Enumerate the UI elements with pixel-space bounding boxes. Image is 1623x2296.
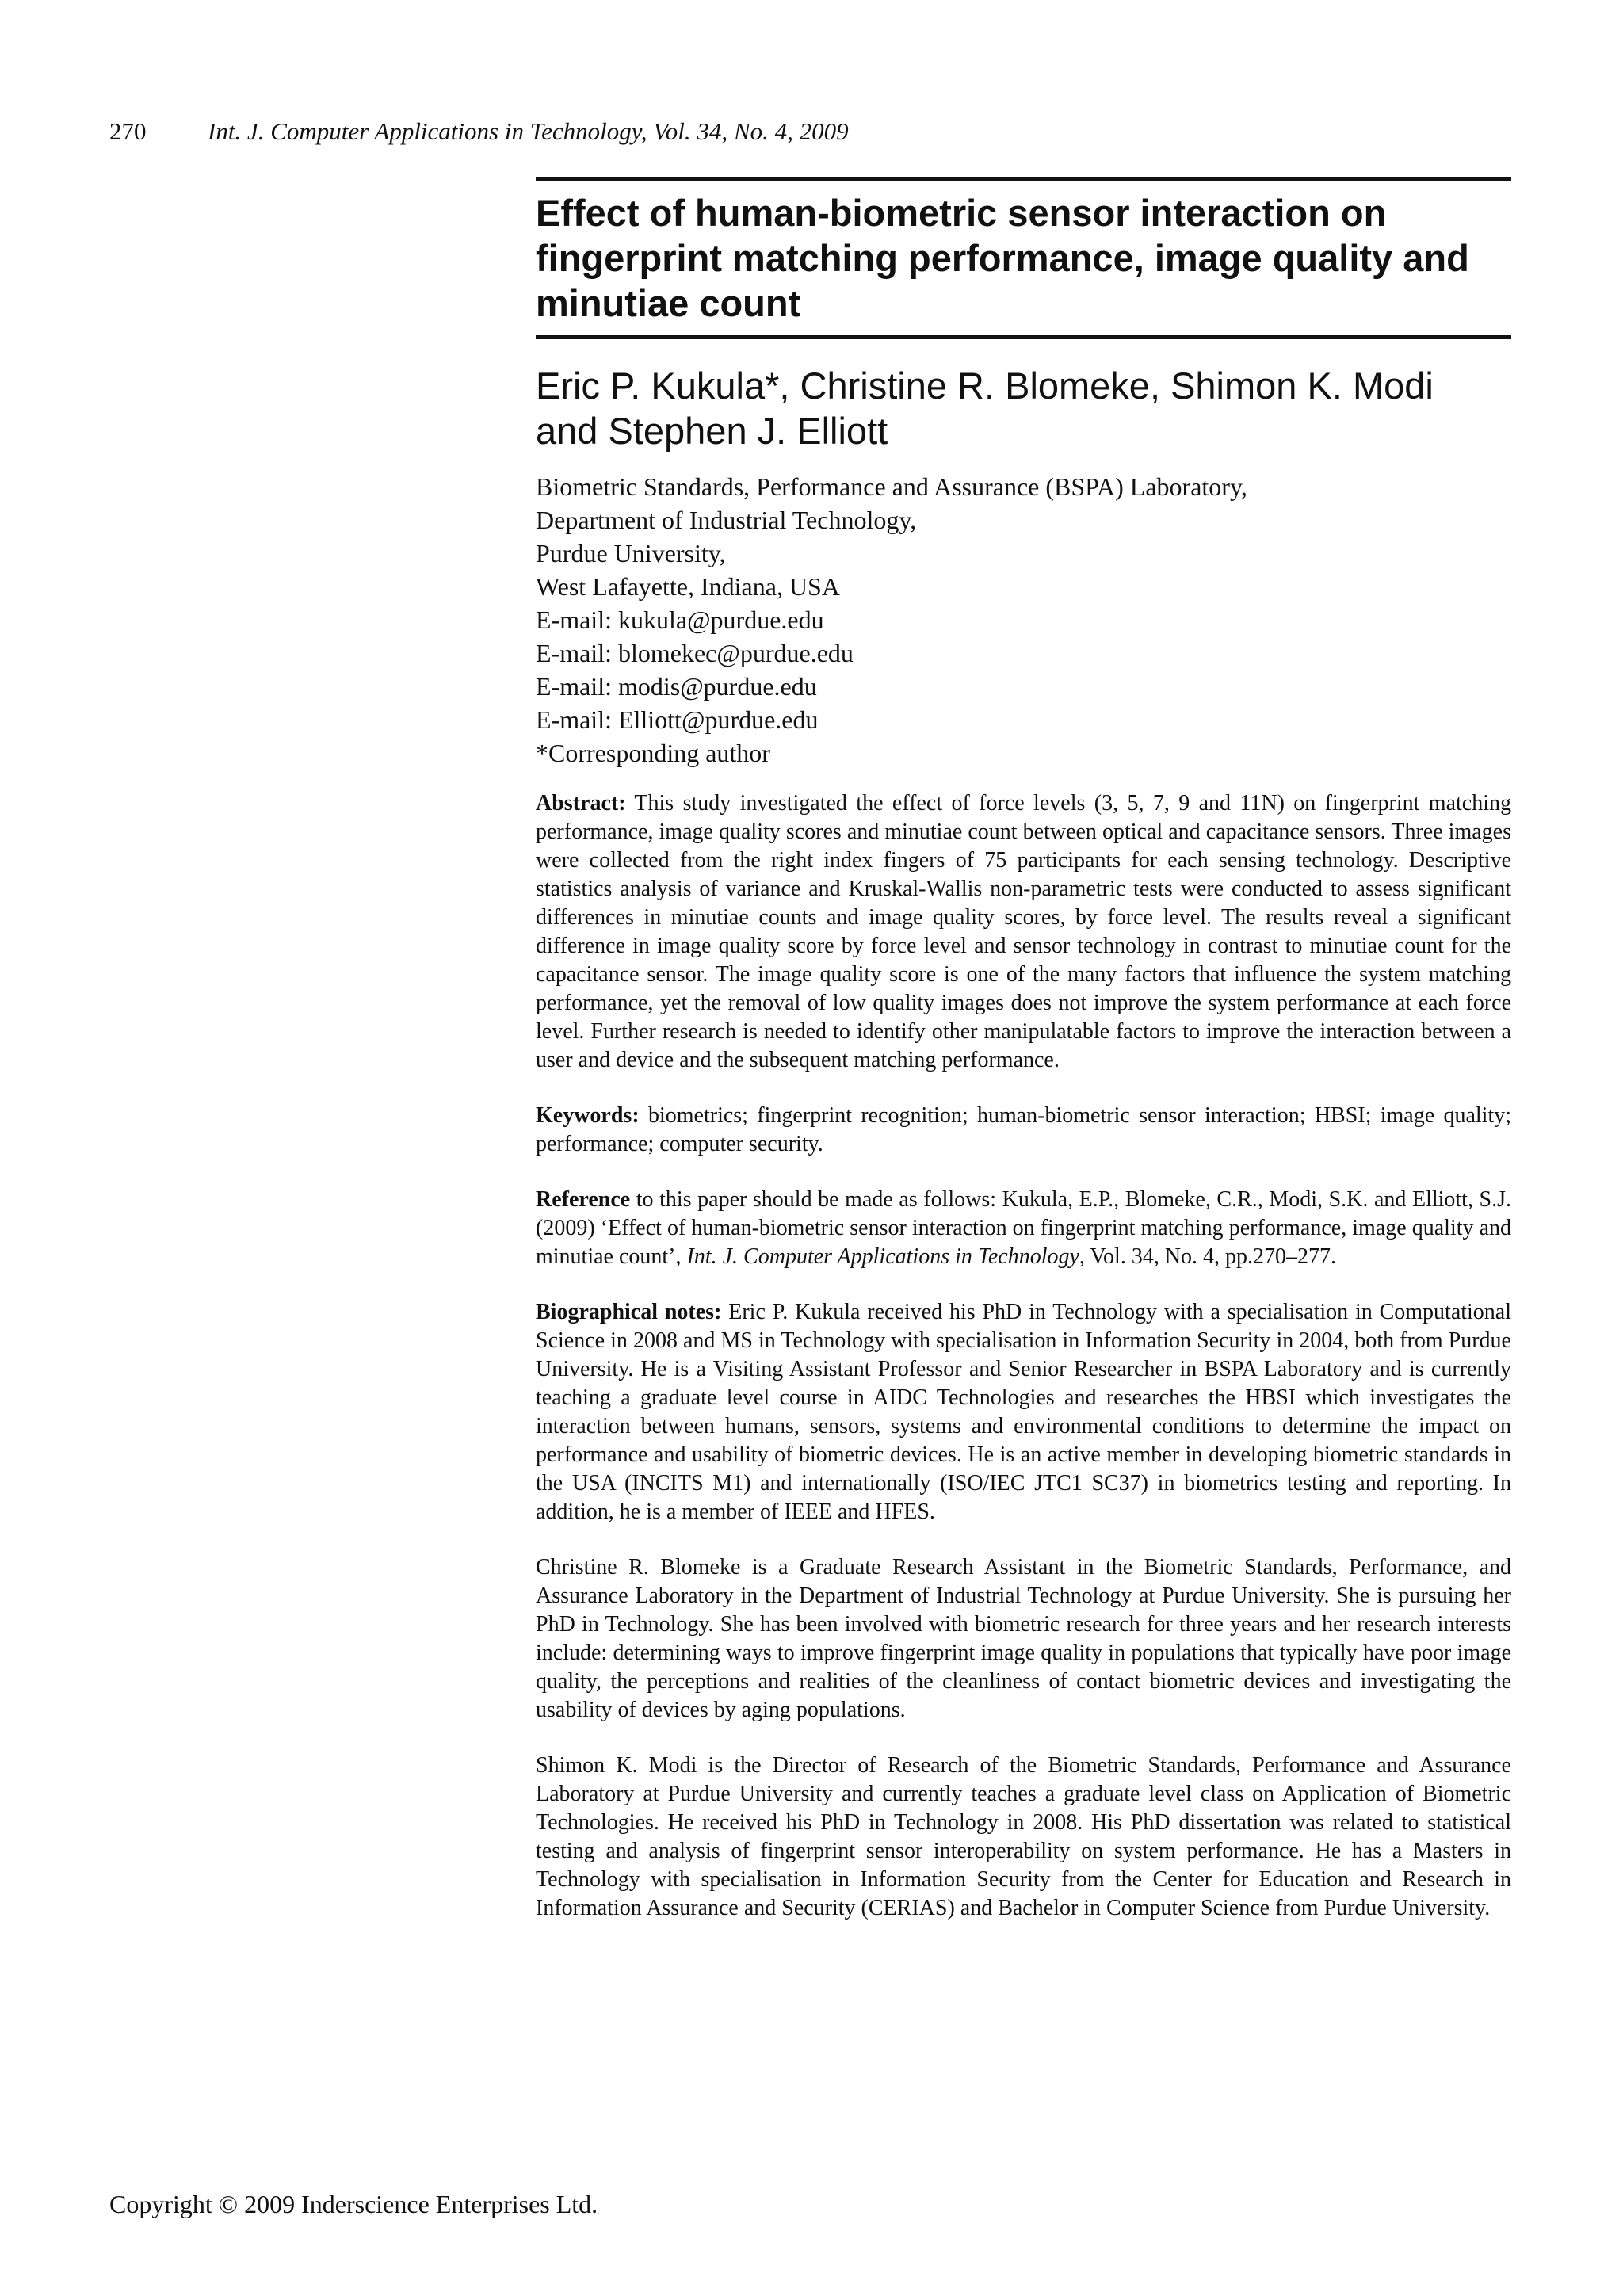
reference-journal: Int. J. Computer Applications in Technology: [686, 1244, 1079, 1269]
keywords-label: Keywords:: [536, 1103, 640, 1128]
author-email: E-mail: Elliott@purdue.edu: [536, 705, 819, 734]
bio-text: Eric P. Kukula received his PhD in Technology with a specialisation in Computational Science in 2008 and MS in Technology with specialisation in Information Security in 2004, both from Purdue University. He is a Visiting Assistant Professor and Senior Researcher in BSPA Laboratory and is currently teaching a graduate level course in AIDC Technologies and researches the HBSI which investigates the interaction between humans, sensors, systems and environmental conditions to determine the impact on performance and usability of biometric devices. He is an active member in developing biometric standards in the USA (INCITS M1) and internationally (ISO/IEC JTC1 SC37) in biometrics testing and reporting. In addition, he is a member of IEEE and HFES.: [536, 1300, 1512, 1524]
title-line: minutiae count: [536, 282, 801, 324]
reference-volume: , Vol. 34, No. 4, pp.270–277.: [1079, 1244, 1337, 1269]
bio-modi: [536, 1752, 1511, 1923]
front-matter-body: [536, 789, 1511, 1950]
bio-label: Biographical notes:: [536, 1300, 722, 1324]
page-number: 270: [109, 117, 147, 145]
running-head: [109, 116, 849, 147]
title-bottom-rule: [536, 335, 1511, 339]
keywords-text: biometrics; fingerprint recognition; human-biometric sensor interaction; HBSI; image quality; performance; computer security.: [536, 1103, 1511, 1156]
affiliation-block: [536, 470, 1511, 770]
bio-blomeke: [536, 1553, 1511, 1725]
author-line: Eric P. Kukula*, Christine R. Blomeke, Shimon K. Modi: [536, 365, 1434, 407]
author-line: and Stephen J. Elliott: [536, 410, 888, 452]
bio-text: Shimon K. Modi is the Director of Research of the Biometric Standards, Performance and Assurance Laboratory at Purdue University and currently teaches a graduate level class on Application of Biometric Technologies. He received his PhD in Technology in 2008. His PhD dissertation was related to statistical testing and analysis of fingerprint sensor interoperability on system performance. He has a Masters in Technology with specialisation in Information Security from the Center for Education and Research in Information Assurance and Security (CERIAS) and Bachelor in Computer Science from Purdue University.: [536, 1753, 1511, 1920]
bio-kukula: [536, 1298, 1511, 1526]
abstract-label: Abstract:: [536, 791, 626, 816]
bio-text: Christine R. Blomeke is a Graduate Research Assistant in the Biometric Standards, Performance, and Assurance Laboratory in the Department of Industrial Technology at Purdue University. She is pursuing her PhD in Technology. She has been involved with biometric research for three years and her research interests include: determining ways to improve fingerprint image quality in populations that typically have poor image quality, the perceptions and realities of the cleanliness of contact biometric devices and investigating the usability of devices by aging populations.: [536, 1555, 1511, 1722]
journal-citation: Int. J. Computer Applications in Technology, Vol. 34, No. 4, 2009: [208, 117, 849, 145]
affiliation-department: Department of Industrial Technology,: [536, 506, 917, 534]
affiliation-location: West Lafayette, Indiana, USA: [536, 572, 840, 601]
copyright-notice: Copyright © 2009 Inderscience Enterprises Ltd.: [109, 2190, 598, 2218]
abstract: [536, 789, 1511, 1075]
reference-text: to this paper should be made as follows: Kukula, E.P., Blomeke, C.R., Modi, S.K. and Elliott, S.J. (2009) ‘Effect of human-biometric sensor interaction on fingerprint matching performance, image quality and minutiae count’,: [536, 1187, 1512, 1269]
title-line: fingerprint matching performance, image quality and: [536, 237, 1469, 279]
affiliation-lab: Biometric Standards, Performance and Assurance (BSPA) Laboratory,: [536, 472, 1247, 501]
reference: [536, 1186, 1511, 1271]
title-line: Effect of human-biometric sensor interaction on: [536, 192, 1387, 234]
corresponding-author-note: *Corresponding author: [536, 739, 770, 767]
title-top-rule: [536, 177, 1511, 181]
author-list: [536, 363, 1511, 453]
author-email: E-mail: kukula@purdue.edu: [536, 606, 824, 634]
affiliation-university: Purdue University,: [536, 539, 726, 567]
author-email: E-mail: modis@purdue.edu: [536, 672, 817, 701]
reference-label: Reference: [536, 1187, 631, 1212]
keywords: [536, 1102, 1511, 1159]
author-email: E-mail: blomekec@purdue.edu: [536, 639, 854, 667]
article-title: [536, 190, 1511, 326]
abstract-text: This study investigated the effect of force levels (3, 5, 7, 9 and 11N) on fingerprint matching performance, image quality scores and minutiae count between optical and capacitance sensors. Three images were collected from the right index fingers of 75 participants for each sensing technology. Descriptive statistics analysis of variance and Kruskal-Wallis non-parametric tests were conducted to assess significant differences in minutiae counts and image quality scores, by force level. The results reveal a significant difference in image quality score by force level and sensor technology in contrast to minutiae count for the capacitance sensor. The image quality score is one of the many factors that influence the system matching performance, yet the removal of low quality images does not improve the system performance at each force level. Further research is needed to identify other manipulatable factors to improve the interaction between a user and device and the subsequent matching performance.: [536, 791, 1511, 1072]
